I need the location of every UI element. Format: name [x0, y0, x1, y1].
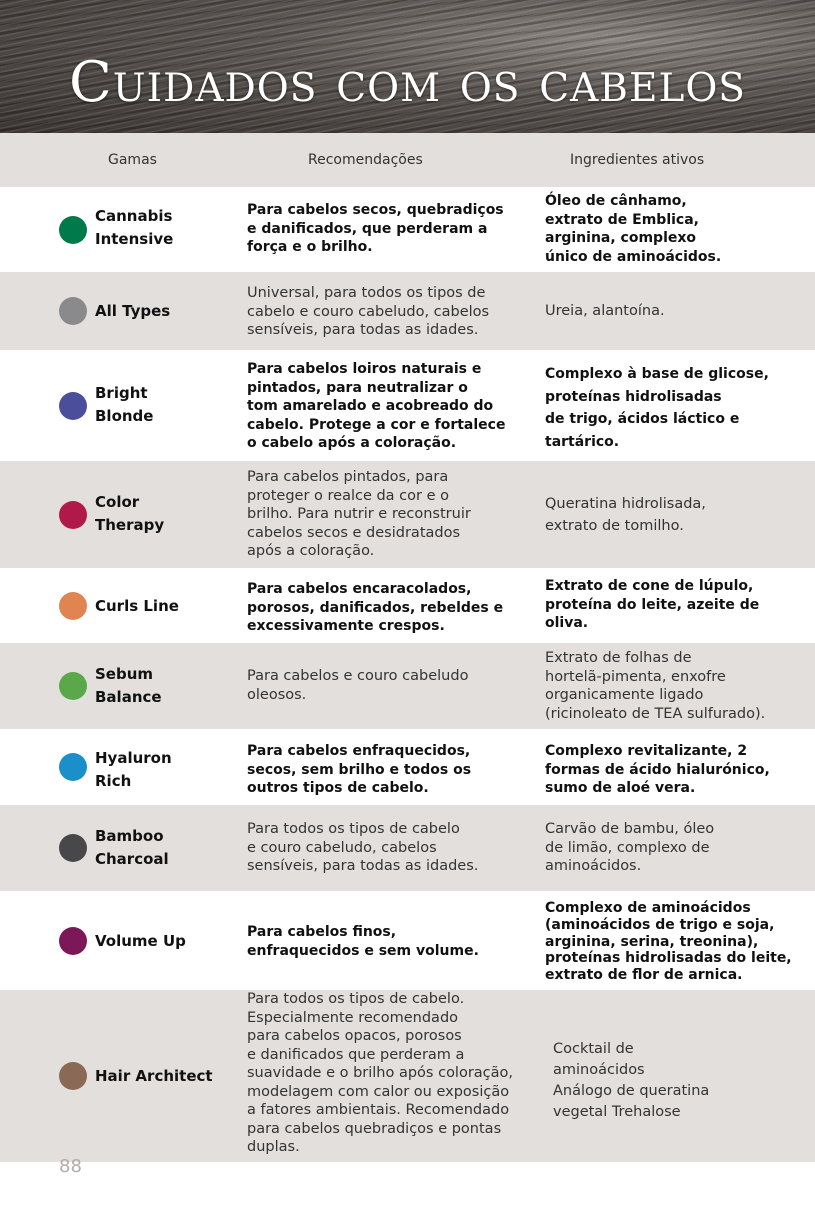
range-name-line: Charcoal	[95, 850, 169, 868]
header-recommendations: Recomendações	[308, 152, 423, 168]
table-row	[0, 805, 815, 891]
recommendation-line: para cabelos opacos, porosos	[247, 1028, 462, 1044]
recommendation-line: e couro cabeludo, cabelos	[247, 839, 437, 856]
ingredient-line: hortelã-pimenta, enxofre	[545, 668, 726, 685]
range-name-line: Therapy	[95, 516, 165, 534]
range-name-line: Intensive	[95, 230, 174, 248]
ingredient-line: Ureia, alantoína.	[545, 303, 665, 319]
recommendation-text	[247, 923, 532, 960]
recommendation-line: cabelos secos e desidratados	[247, 524, 461, 541]
range-name	[95, 663, 162, 709]
ingredient-line: Cocktail de	[553, 1041, 634, 1057]
ingredient-line: de limão, complexo de	[545, 839, 710, 856]
ingredient-line: extrato de flor de arnica.	[545, 967, 743, 984]
range-color-dot	[59, 753, 87, 781]
ingredient-line: Queratina hidrolisada,	[545, 496, 706, 512]
ingredient-line: proteínas hidrolisadas do leite,	[545, 950, 792, 967]
range-color-dot	[59, 834, 87, 862]
table-row	[0, 990, 815, 1162]
recommendation-text	[247, 468, 532, 561]
recommendation-line: sensíveis, para todas as idades.	[247, 858, 479, 874]
range-name-line: Blonde	[95, 407, 154, 425]
range-name	[95, 930, 186, 953]
range-name-line: Hyaluron	[95, 749, 172, 767]
range-name	[95, 382, 153, 428]
ingredient-line: Extrato de cone de lúpulo,	[545, 578, 754, 594]
ingredient-line: proteínas hidrolisadas	[545, 388, 722, 405]
ingredient-line: arginina, serina, treonina),	[545, 933, 759, 950]
recommendation-line: porosos, danificados, rebeldes e	[247, 599, 504, 616]
range-color-dot	[59, 1062, 87, 1090]
recommendation-line: pintados, para neutralizar o	[247, 379, 468, 396]
ingredients-text	[545, 302, 807, 321]
range-color-dot	[59, 392, 87, 420]
recommendation-text	[247, 820, 532, 876]
ingredient-line: oliva.	[545, 615, 589, 631]
ingredient-line: (ricinoleato de TEA sulfurado).	[545, 705, 766, 722]
ingredients-text	[545, 192, 807, 266]
range-name-line: Balance	[95, 688, 162, 706]
recommendation-line: força e o brilho.	[247, 239, 373, 255]
range-name	[95, 595, 179, 618]
range-color-dot	[59, 216, 87, 244]
ingredient-line: arginina, complexo	[545, 230, 697, 246]
ingredient-line: (aminoácidos de trigo e soja,	[545, 916, 775, 933]
page-number: 88	[59, 1156, 82, 1177]
table-row	[0, 729, 815, 805]
recommendation-text	[247, 667, 532, 704]
recommendation-line: para cabelos quebradiços e pontas	[247, 1120, 502, 1137]
recommendation-line: Para todos os tipos de cabelo.	[247, 991, 465, 1007]
range-name	[95, 747, 172, 793]
ingredients-text	[545, 820, 807, 876]
recommendation-line: Para cabelos encaracolados,	[247, 581, 472, 597]
recommendation-text	[247, 580, 532, 636]
ingredients-text	[545, 493, 807, 537]
range-name-line: Rich	[95, 772, 132, 790]
table-header	[0, 133, 815, 187]
ingredient-line: único de aminoácidos.	[545, 248, 722, 265]
ingredient-line: aminoácidos	[553, 1062, 645, 1078]
range-name	[95, 825, 169, 871]
recommendation-text	[247, 284, 532, 340]
range-name-line: Bamboo	[95, 827, 164, 845]
recommendation-line: e danificados que perderam a	[247, 1046, 465, 1063]
range-color-dot	[59, 927, 87, 955]
recommendation-line: enfraquecidos e sem volume.	[247, 942, 479, 959]
range-name-line: Volume Up	[95, 931, 186, 950]
ingredient-line: de trigo, ácidos láctico e	[545, 411, 740, 427]
ingredient-line: Extrato de folhas de	[545, 650, 692, 666]
recommendation-line: outros tipos de cabelo.	[247, 780, 429, 796]
ingredient-line: Complexo revitalizante, 2	[545, 743, 748, 759]
table-row	[0, 643, 815, 729]
range-color-dot	[59, 592, 87, 620]
recommendation-line: duplas.	[247, 1139, 300, 1155]
ingredients-text	[545, 363, 807, 453]
hair-banner	[0, 0, 815, 133]
recommendation-line: tom amarelado e acobreado do	[247, 398, 494, 414]
recommendation-line: Para cabelos finos,	[247, 924, 397, 940]
ingredient-line: sumo de aloé vera.	[545, 780, 696, 796]
table-row	[0, 891, 815, 990]
range-name	[95, 1065, 213, 1088]
ingredient-line: Carvão de bambu, óleo	[545, 821, 715, 837]
recommendation-line: cabelo e couro cabeludo, cabelos	[247, 303, 490, 320]
range-name-line: All Types	[95, 302, 171, 320]
header-range: Gamas	[108, 152, 157, 168]
recommendation-line: proteger o realce da cor e o	[247, 487, 449, 504]
recommendation-line: Universal, para todos os tipos de	[247, 285, 486, 301]
ingredient-line: Análogo de queratina	[553, 1083, 710, 1099]
recommendation-line: Para cabelos e couro cabeludo	[247, 668, 469, 684]
ingredient-line: vegetal Trehalose	[553, 1104, 681, 1120]
ingredients-text	[545, 742, 807, 798]
range-name-line: Bright	[95, 384, 148, 402]
table-body	[0, 187, 815, 1162]
recommendation-text	[247, 990, 532, 1157]
recommendation-line: secos, sem brilho e todos os	[247, 761, 472, 778]
range-name-line: Color	[95, 493, 140, 511]
recommendation-line: suavidade e o brilho após coloração,	[247, 1065, 514, 1081]
recommendation-text	[247, 742, 532, 798]
recommendation-line: e danificados, que perderam a	[247, 220, 488, 237]
recommendation-text	[247, 360, 532, 453]
table-row	[0, 568, 815, 643]
table-row	[0, 461, 815, 568]
ingredient-line: aminoácidos.	[545, 858, 642, 874]
recommendation-line: oleosos.	[247, 686, 307, 703]
ingredients-text	[545, 649, 807, 723]
recommendation-line: sensíveis, para todas as idades.	[247, 322, 479, 338]
recommendation-line: cabelo. Protege a cor e fortalece	[247, 416, 506, 433]
range-name-line: Sebum	[95, 665, 154, 683]
ingredient-line: extrato de tomilho.	[545, 518, 684, 534]
table-row	[0, 272, 815, 350]
recommendation-line: modelagem com calor ou exposição	[247, 1083, 510, 1100]
recommendation-line: excessivamente crespos.	[247, 618, 445, 634]
range-name	[95, 205, 173, 251]
range-color-dot	[59, 672, 87, 700]
recommendation-line: brilho. Para nutrir e reconstruir	[247, 506, 471, 522]
range-name	[95, 491, 164, 537]
ingredients-text	[545, 900, 807, 984]
table-row	[0, 350, 815, 461]
ingredient-line: extrato de Emblica,	[545, 211, 699, 228]
ingredient-line: proteína do leite, azeite de	[545, 596, 760, 613]
ingredient-line: organicamente ligado	[545, 687, 704, 703]
ingredients-text	[553, 1039, 815, 1123]
page-title: Cuidados com os cabelos	[68, 50, 747, 115]
recommendation-line: Para cabelos enfraquecidos,	[247, 743, 471, 759]
recommendation-line: Para cabelos secos, quebradiços	[247, 202, 504, 218]
recommendation-line: Para cabelos loiros naturais e	[247, 361, 482, 377]
recommendation-line: após a coloração.	[247, 543, 375, 559]
ingredients-text	[545, 577, 807, 633]
range-name	[95, 300, 170, 323]
range-color-dot	[59, 297, 87, 325]
table-row	[0, 187, 815, 272]
range-name-line: Curls Line	[95, 596, 179, 615]
range-name-line: Hair Architect	[95, 1067, 213, 1085]
recommendation-line: o cabelo após a coloração.	[247, 435, 457, 451]
ingredient-line: Complexo à base de glicose,	[545, 366, 769, 382]
range-name-line: Cannabis	[95, 207, 173, 225]
recommendation-line: a fatores ambientais. Recomendado	[247, 1102, 510, 1118]
recommendation-line: Para cabelos pintados, para	[247, 469, 449, 485]
ingredient-line: Óleo de cânhamo,	[545, 193, 687, 209]
recommendation-text	[247, 201, 532, 257]
hair-care-table	[0, 133, 815, 1162]
recommendation-line: Especialmente recomendado	[247, 1009, 459, 1026]
ingredient-line: Complexo de aminoácidos	[545, 900, 751, 916]
recommendation-line: Para todos os tipos de cabelo	[247, 821, 460, 837]
ingredient-line: formas de ácido hialurónico,	[545, 761, 770, 778]
header-ingredients: Ingredientes ativos	[570, 152, 705, 168]
ingredient-line: tartárico.	[545, 433, 620, 450]
range-color-dot	[59, 501, 87, 529]
